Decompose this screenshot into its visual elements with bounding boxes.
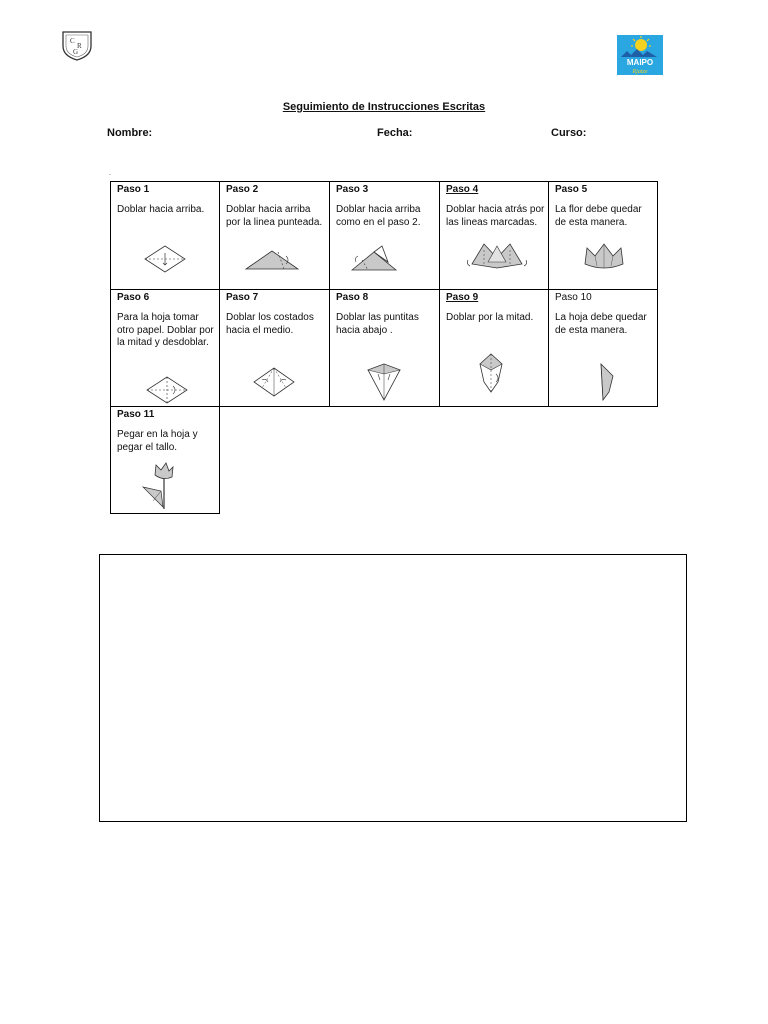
crest-letter-r: R: [77, 42, 82, 50]
step-cell-5: [548, 181, 658, 290]
step-cell-11: [110, 406, 220, 514]
step-label: Paso 4: [446, 184, 479, 195]
step-label: Paso 9: [446, 292, 479, 303]
step-cell-4: [439, 181, 549, 290]
step-text: Pegar en la hoja y pegar el tallo.: [117, 429, 198, 453]
step-label: Paso 3: [336, 184, 369, 195]
step-text: Doblar las puntitas hacia abajo .: [336, 312, 419, 336]
step-label: Paso 6: [117, 292, 150, 303]
step-text: Doblar hacia atrás por las lineas marcadas.: [446, 204, 545, 228]
square-diamond-figure: [141, 244, 189, 274]
maipo-logo-text: MAIPO: [626, 58, 654, 67]
step-label: Paso 5: [555, 184, 588, 195]
drawing-area-box[interactable]: [99, 554, 687, 822]
tulip-with-stem-figure: [139, 461, 183, 511]
nombre-label: Nombre:: [107, 127, 153, 139]
finished-leaf-figure: [597, 362, 617, 402]
step-text: Doblar hacia arriba como en el paso 2.: [336, 204, 421, 228]
step-cell-8: [329, 289, 440, 407]
step-cell-2: [219, 181, 330, 290]
side-fold-figure: [250, 366, 298, 398]
kite-fold-figure: [364, 360, 404, 404]
origami-steps-grid: [110, 181, 658, 514]
curso-label: Curso:: [551, 127, 587, 139]
step-cell-10: [548, 289, 658, 407]
fecha-label: Fecha:: [377, 127, 413, 139]
step-label: Paso 8: [336, 292, 369, 303]
step-text: Doblar por la mitad.: [446, 312, 534, 323]
leaf-square-figure: [143, 376, 191, 404]
step-label: Paso 1: [117, 184, 150, 195]
school-crest-logo: [60, 28, 94, 62]
tulip-fold-figure: [464, 238, 530, 274]
maipo-logo: [617, 35, 663, 75]
maipo-logo-subtext: Rjatze: [632, 69, 648, 75]
folded-triangle-figure: [348, 244, 408, 274]
crest-letter-c: C: [70, 37, 75, 45]
step-cell-6: [110, 289, 220, 407]
step-text: Doblar los costados hacia el medio.: [226, 312, 314, 336]
stray-mark: .: [109, 170, 111, 177]
step-cell-1: [110, 181, 220, 290]
triangle-figure: [242, 248, 302, 272]
step-cell-9: [439, 289, 549, 407]
half-fold-figure: [476, 352, 506, 394]
step-label: Paso 10: [555, 292, 592, 303]
step-cell-3: [329, 181, 440, 290]
step-text: Para la hoja tomar otro papel. Doblar por la mitad y desdoblar.: [117, 312, 214, 348]
step-text: Doblar hacia arriba por la linea punteada.: [226, 204, 323, 228]
step-label: Paso 11: [117, 409, 155, 420]
step-text: La hoja debe quedar de esta manera.: [555, 312, 647, 336]
step-label: Paso 2: [226, 184, 259, 195]
tulip-flower-figure: [579, 240, 629, 272]
step-label: Paso 7: [226, 292, 259, 303]
step-cell-7: [219, 289, 330, 407]
step-text: Doblar hacia arriba.: [117, 204, 205, 215]
page-title: Seguimiento de Instrucciones Escritas: [282, 101, 486, 113]
crest-letter-g: G: [73, 48, 79, 56]
step-text: La flor debe quedar de esta manera.: [555, 204, 642, 228]
